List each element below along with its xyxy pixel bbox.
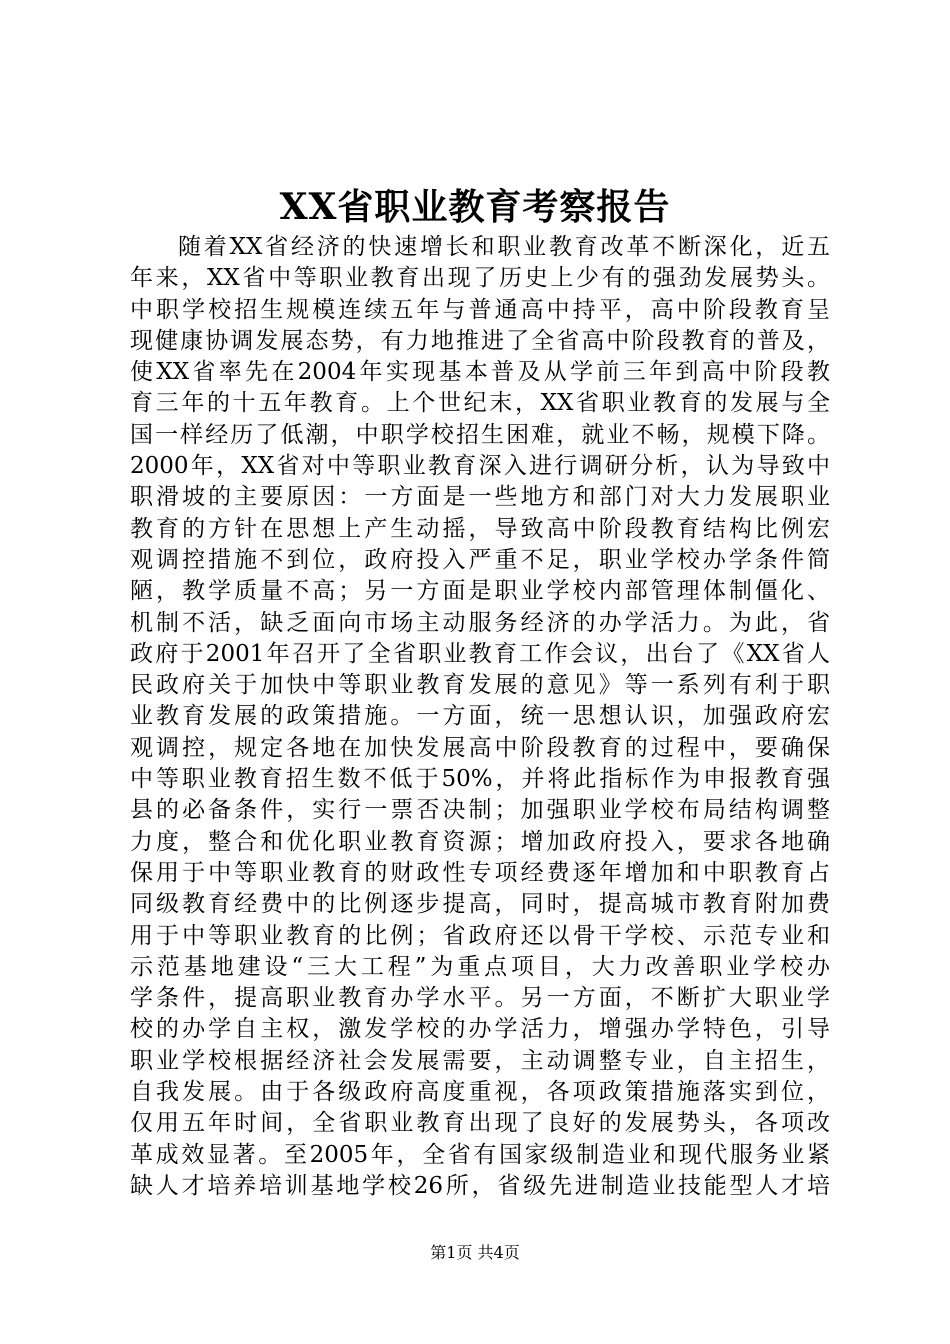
- text-line: 现健康协调发展态势，有力地推进了全省高中阶段教育的普及，: [130, 327, 830, 354]
- text-line: 中职学校招生规模连续五年与普通高中持平，高中阶段教育呈: [130, 296, 830, 323]
- text-line: 用于中等职业教育的比例；省政府还以骨干学校、示范专业和: [130, 922, 830, 949]
- text-line: 观调控措施不到位，政府投入严重不足，职业学校办学条件简: [130, 546, 830, 573]
- text-line: 民政府关于加快中等职业教育发展的意见》等一系列有利于职: [130, 672, 830, 699]
- text-line: 缺人才培养培训基地学校26所，省级先进制造业技能型人才培: [130, 1172, 830, 1199]
- page-footer: 第1页 共4页: [430, 1243, 520, 1262]
- text-line: 观调控，规定各地在加快发展高中阶段教育的过程中，要确保: [130, 734, 830, 761]
- text-line: 仅用五年时间，全省职业教育出现了良好的发展势头，各项改: [130, 1110, 830, 1137]
- text-line: 力度，整合和优化职业教育资源；增加政府投入，要求各地确: [130, 828, 830, 855]
- text-line: 随着XX省经济的快速增长和职业教育改革不断深化，近五: [178, 234, 830, 260]
- text-line: 学条件，提高职业教育办学水平。另一方面，不断扩大职业学: [130, 985, 830, 1012]
- text-line: 业教育发展的政策措施。一方面，统一思想认识，加强政府宏: [130, 703, 830, 730]
- body-paragraph: [130, 232, 830, 1202]
- text-line: 职业学校根据经济社会发展需要，主动调整专业，自主招生，: [130, 1047, 830, 1074]
- text-line: 职滑坡的主要原因：一方面是一些地方和部门对大力发展职业: [130, 484, 830, 511]
- text-line: 育三年的十五年教育。上个世纪末，XX省职业教育的发展与全: [130, 390, 830, 417]
- text-line: 保用于中等职业教育的财政性专项经费逐年增加和中职教育占: [130, 859, 830, 886]
- text-line: 年来，XX省中等职业教育出现了历史上少有的强劲发展势头。: [130, 265, 830, 292]
- text-line: 教育的方针在思想上产生动摇，导致高中阶段教育结构比例宏: [130, 515, 830, 542]
- text-line: 政府于2001年召开了全省职业教育工作会议，出台了《XX省人: [130, 640, 830, 667]
- text-line: 县的必备条件，实行一票否决制；加强职业学校布局结构调整: [130, 797, 830, 824]
- text-line: 中等职业教育招生数不低于50%，并将此指标作为申报教育强: [130, 766, 830, 793]
- text-line: 自我发展。由于各级政府高度重视，各项政策措施落实到位，: [130, 1079, 830, 1106]
- text-line: 使XX省率先在2004年实现基本普及从学前三年到高中阶段教: [130, 359, 830, 386]
- text-line: 同级教育经费中的比例逐步提高，同时，提高城市教育附加费: [130, 891, 830, 918]
- text-line: 陋，教学质量不高；另一方面是职业学校内部管理体制僵化、: [130, 578, 830, 605]
- text-line: 机制不活，缺乏面向市场主动服务经济的办学活力。为此，省: [130, 609, 830, 636]
- page-title: XX省职业教育考察报告: [279, 186, 671, 228]
- text-line: 2000年，XX省对中等职业教育深入进行调研分析，认为导致中: [130, 453, 830, 480]
- text-line: 示范基地建设“三大工程”为重点项目，大力改善职业学校办: [130, 953, 830, 980]
- text-line: 国一样经历了低潮，中职学校招生困难，就业不畅，规模下降。: [130, 421, 830, 448]
- text-line: 革成效显著。至2005年，全省有国家级制造业和现代服务业紧: [130, 1141, 830, 1168]
- text-line: 校的办学自主权，激发学校的办学活力，增强办学特色，引导: [130, 1016, 830, 1043]
